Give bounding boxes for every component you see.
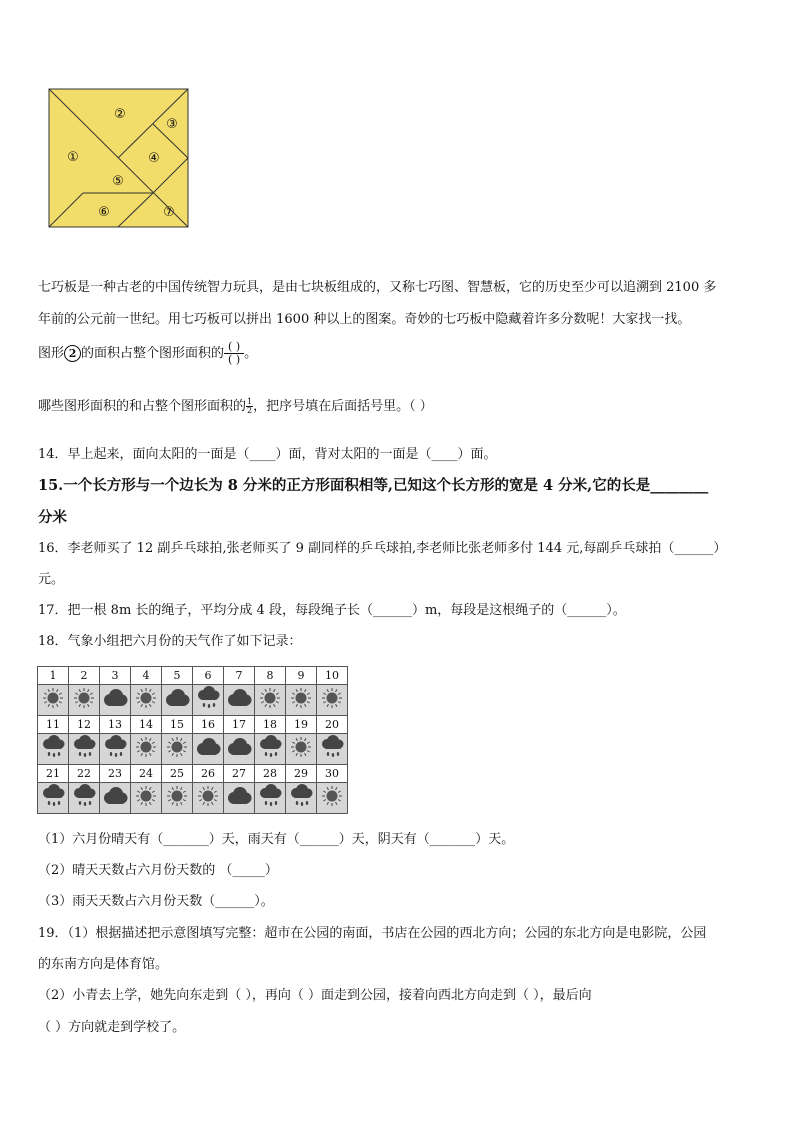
sun-icon bbox=[38, 685, 69, 716]
weather-day-number: 6 bbox=[193, 667, 224, 685]
sun-icon bbox=[69, 685, 100, 716]
rain-icon bbox=[100, 734, 131, 765]
circled-number-2: 2 bbox=[64, 345, 81, 362]
question-19-line-3: （2）小青去上学，她先向东走到（ ），再向（ ）面走到公园，接着向西北方向走到（ ），最后向 bbox=[38, 988, 592, 1003]
cloud-icon bbox=[100, 783, 131, 814]
question-15-line-2: 分米 bbox=[38, 509, 67, 526]
cloud-icon bbox=[193, 734, 224, 765]
weather-day-number: 14 bbox=[131, 716, 162, 734]
tangram-label-5: ⑤ bbox=[112, 174, 124, 189]
weather-day-number: 3 bbox=[100, 667, 131, 685]
weather-day-number: 16 bbox=[193, 716, 224, 734]
weather-day-number: 1 bbox=[38, 667, 69, 685]
sun-icon bbox=[131, 783, 162, 814]
question-half-area: 哪些图形面积的和占整个图形面积的 $\frac{1}{2}$ ，把序号填在后面括号里。（ ） bbox=[38, 397, 433, 415]
weather-day-number: 8 bbox=[255, 667, 286, 685]
sun-icon bbox=[131, 685, 162, 716]
sun-icon bbox=[193, 783, 224, 814]
weather-day-number: 23 bbox=[100, 765, 131, 783]
cloud-icon bbox=[100, 685, 131, 716]
rain-icon bbox=[38, 734, 69, 765]
answer-fraction-blank[interactable]: $\frac{( )}{( )}$ bbox=[224, 341, 244, 366]
weather-icon-row bbox=[38, 685, 348, 716]
question-17: 17．把一根 8m 长的绳子，平均分成 4 段，每段绳子长（______）m，每段是这根绳子的（______）。 bbox=[38, 603, 626, 618]
rain-icon bbox=[193, 685, 224, 716]
question-14: 14．早上起来，面向太阳的一面是（____）面，背对太阳的一面是（____）面。 bbox=[38, 447, 497, 462]
sun-icon bbox=[317, 783, 348, 814]
rain-icon bbox=[255, 734, 286, 765]
rain-icon bbox=[69, 734, 100, 765]
rain-icon bbox=[255, 783, 286, 814]
tangram-label-4: ④ bbox=[148, 151, 160, 166]
question-19-line-1: 19．（1）根据描述把示意图填写完整：超市在公园的南面，书店在公园的西北方向；公园的东北方向是电影院，公园 bbox=[38, 926, 707, 941]
question-19-line-2: 的东南方向是体育馆。 bbox=[38, 957, 169, 972]
weather-icon-row bbox=[38, 783, 348, 814]
weather-day-number: 29 bbox=[286, 765, 317, 783]
sun-icon bbox=[131, 734, 162, 765]
tangram-label-3: ③ bbox=[166, 117, 178, 132]
question-shape-2: 图形 2 的面积占整个图形面积的 $\frac{( )}{( )}$ 。 bbox=[38, 340, 258, 366]
weather-day-number: 15 bbox=[162, 716, 193, 734]
rain-icon bbox=[38, 783, 69, 814]
weather-day-number: 21 bbox=[38, 765, 69, 783]
sun-icon bbox=[317, 685, 348, 716]
weather-day-number: 28 bbox=[255, 765, 286, 783]
weather-day-number: 20 bbox=[317, 716, 348, 734]
one-half-fraction: $\frac{1}{2}$ bbox=[247, 397, 253, 415]
weather-day-number: 7 bbox=[224, 667, 255, 685]
sun-icon bbox=[286, 685, 317, 716]
cloud-icon bbox=[224, 783, 255, 814]
weather-day-number: 17 bbox=[224, 716, 255, 734]
weather-day-number: 26 bbox=[193, 765, 224, 783]
tangram-figure bbox=[48, 88, 190, 228]
weather-day-row bbox=[38, 667, 348, 685]
sun-icon bbox=[162, 783, 193, 814]
weather-day-number: 27 bbox=[224, 765, 255, 783]
question-18-sub-1: （1）六月份晴天有（_______）天，雨天有（______）天，阴天有（_______）天。 bbox=[38, 832, 515, 847]
question-16-line-1: 16．李老师买了 12 副乒乓球拍,张老师买了 9 副同样的乒乓球拍,李老师比张老师多付 144 元,每副乒乓球拍（______） bbox=[38, 541, 727, 556]
weather-day-number: 10 bbox=[317, 667, 348, 685]
cloud-icon bbox=[162, 685, 193, 716]
weather-day-row bbox=[38, 765, 348, 783]
rain-icon bbox=[286, 783, 317, 814]
weather-day-row bbox=[38, 716, 348, 734]
weather-icon-row bbox=[38, 734, 348, 765]
cloud-icon bbox=[224, 685, 255, 716]
intro-line-2: 年前的公元前一世纪。用七巧板可以拼出 1600 种以上的图案。奇妙的七巧板中隐藏着许多分数呢！大家找一找。 bbox=[38, 312, 691, 327]
weather-day-number: 11 bbox=[38, 716, 69, 734]
weather-day-number: 30 bbox=[317, 765, 348, 783]
weather-day-number: 22 bbox=[69, 765, 100, 783]
weather-day-number: 19 bbox=[286, 716, 317, 734]
tangram-label-2: ② bbox=[114, 107, 126, 122]
question-19-line-4: （ ）方向就走到学校了。 bbox=[38, 1020, 186, 1035]
rain-icon bbox=[317, 734, 348, 765]
sun-icon bbox=[255, 685, 286, 716]
sun-icon bbox=[286, 734, 317, 765]
question-18-sub-2: （2）晴天天数占六月份天数的 （_____） bbox=[38, 863, 278, 878]
weather-table bbox=[37, 666, 348, 814]
rain-icon bbox=[69, 783, 100, 814]
weather-day-number: 4 bbox=[131, 667, 162, 685]
weather-day-number: 13 bbox=[100, 716, 131, 734]
weather-day-number: 18 bbox=[255, 716, 286, 734]
weather-day-number: 9 bbox=[286, 667, 317, 685]
weather-day-number: 5 bbox=[162, 667, 193, 685]
weather-day-number: 12 bbox=[69, 716, 100, 734]
cloud-icon bbox=[224, 734, 255, 765]
tangram-label-1: ① bbox=[67, 150, 79, 165]
tangram-label-6: ⑥ bbox=[98, 205, 110, 220]
weather-day-number: 2 bbox=[69, 667, 100, 685]
question-18-sub-3: （3）雨天天数占六月份天数（______）。 bbox=[38, 894, 274, 909]
tangram-label-7: ⑦ bbox=[163, 205, 175, 220]
intro-line-1: 七巧板是一种古老的中国传统智力玩具，是由七块板组成的，又称七巧图、智慧板，它的历史至少可以追溯到 2100 多 bbox=[38, 280, 717, 295]
weather-day-number: 24 bbox=[131, 765, 162, 783]
question-16-line-2: 元。 bbox=[38, 572, 65, 587]
sun-icon bbox=[162, 734, 193, 765]
question-18-title: 18．气象小组把六月份的天气作了如下记录： bbox=[38, 634, 302, 649]
question-15-line-1: 15.一个长方形与一个边长为 8 分米的正方形面积相等,已知这个长方形的宽是 4 分米,它的长是________ bbox=[38, 477, 709, 494]
weather-day-number: 25 bbox=[162, 765, 193, 783]
